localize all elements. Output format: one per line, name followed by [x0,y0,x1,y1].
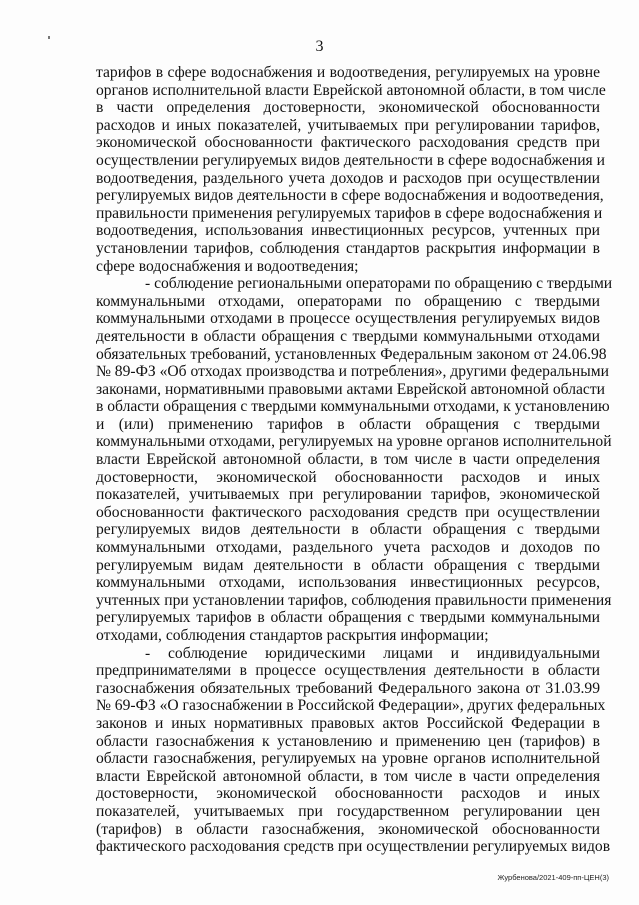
text-line: коммунальными отходами, использования инвестиционных ресурсов, [96,574,600,592]
text-line: законов и иных нормативных правовых актов Российской Федерации в [96,714,600,732]
body-text [96,64,613,856]
page-number: 3 [315,38,324,55]
text-line: сфере водоснабжения и водоотведения; [96,257,359,275]
text-line: водоотведения, использования инвестиционных ресурсов, учтенных при [96,222,600,240]
text-line: коммунальными отходами, регулируемых на уровне органов исполнительной [96,433,612,451]
text-line: обоснованности фактического расходования средств при осуществлении [96,503,600,521]
text-line: власти Еврейской автономной области, в том числе в части определения [96,767,600,785]
text-line: предпринимателями в процессе осуществления деятельности в области [96,662,600,680]
text-line: достоверности, экономической обоснованности расходов и иных [96,785,600,803]
text-line: установлении тарифов, соблюдения стандартов раскрытия информации в [96,239,600,257]
text-line: фактического расходования средств при осуществлении регулируемых видов [96,838,611,856]
text-line: области газоснабжения, регулируемых на уровне органов исполнительной [96,750,600,768]
text-line: регулируемых видов деятельности в сфере водоснабжения и водоотведения, [96,187,604,205]
text-line: коммунальными отходами в процессе осуществления регулируемых видов [96,310,600,328]
text-line: коммунальными отходами, операторами по обращению с твердыми [96,292,600,310]
text-line: коммунальными отходами, раздельного учета расходов и доходов по [96,539,600,557]
text-line: области газоснабжения к установлению и применению цен (тарифов) в [96,732,600,750]
text-line: (тарифов) в области газоснабжения, экономической обоснованности [96,820,600,838]
text-line: регулируемых видов деятельности в области обращения с твердыми [96,521,600,539]
text-line: - соблюдение региональными операторами по обращению с твердыми [145,275,613,293]
text-line: показателей, учитываемых при государственном регулировании цен [96,802,600,820]
text-line: в части определения достоверности, экономической обоснованности [96,99,600,117]
text-line: регулируемым видам деятельности в области обращения с твердыми [96,556,600,574]
text-line: газоснабжения обязательных требований Федерального закона от 31.03.99 [96,679,600,697]
text-line: расходов и иных показателей, учитываемых при регулировании тарифов, [96,116,600,134]
text-line: достоверности, экономической обоснованности расходов и иных [96,468,600,486]
text-line: органов исполнительной власти Еврейской автономной области, в том числе [96,81,606,99]
text-line: и (или) применению тарифов в области обращения с твердыми [96,415,600,433]
text-line: регулируемых тарифов в области обращения с твердыми коммунальными [96,609,600,627]
text-line: № 89-ФЗ «Об отходах производства и потребления», другими федеральными [96,363,609,381]
text-line: экономической обоснованности фактического расходования средств при [96,134,600,152]
text-line: правильности применения регулируемых тарифов в сфере водоснабжения и [96,204,603,222]
text-line: в области обращения с твердыми коммунальными отходами, к установлению [96,398,610,416]
text-line: № 69-ФЗ «О газоснабжении в Российской Федерации», других федеральных [96,697,606,715]
text-line: - соблюдение юридическими лицами и индивидуальными [145,644,600,662]
text-line: обязательных требований, установленных Федеральным законом от 24.06.98 [96,345,607,363]
text-line: отходами, соблюдения стандартов раскрытия информации; [96,627,489,644]
document-footer-code: Журбенова/2021-409-пп-ЦЕН(3) [497,873,609,882]
text-line: деятельности в области обращения с твердыми коммунальными отходами [96,327,600,345]
text-line: власти Еврейской автономной области, в том числе в части определения [96,451,600,469]
text-line: тарифов в сфере водоснабжения и водоотведения, регулируемых на уровне [96,64,600,81]
text-line: осуществлении регулируемых видов деятельности в сфере водоснабжения и [96,151,605,169]
text-line: показателей, учитываемых при регулировании тарифов, экономической [96,486,600,504]
text-line: законами, нормативными правовыми актами Еврейской автономной области [96,380,605,398]
text-line: водоотведения, раздельного учета доходов и расходов при осуществлении [96,169,600,187]
text-line: учтенных при установлении тарифов, соблюдения правильности применения [96,591,612,609]
